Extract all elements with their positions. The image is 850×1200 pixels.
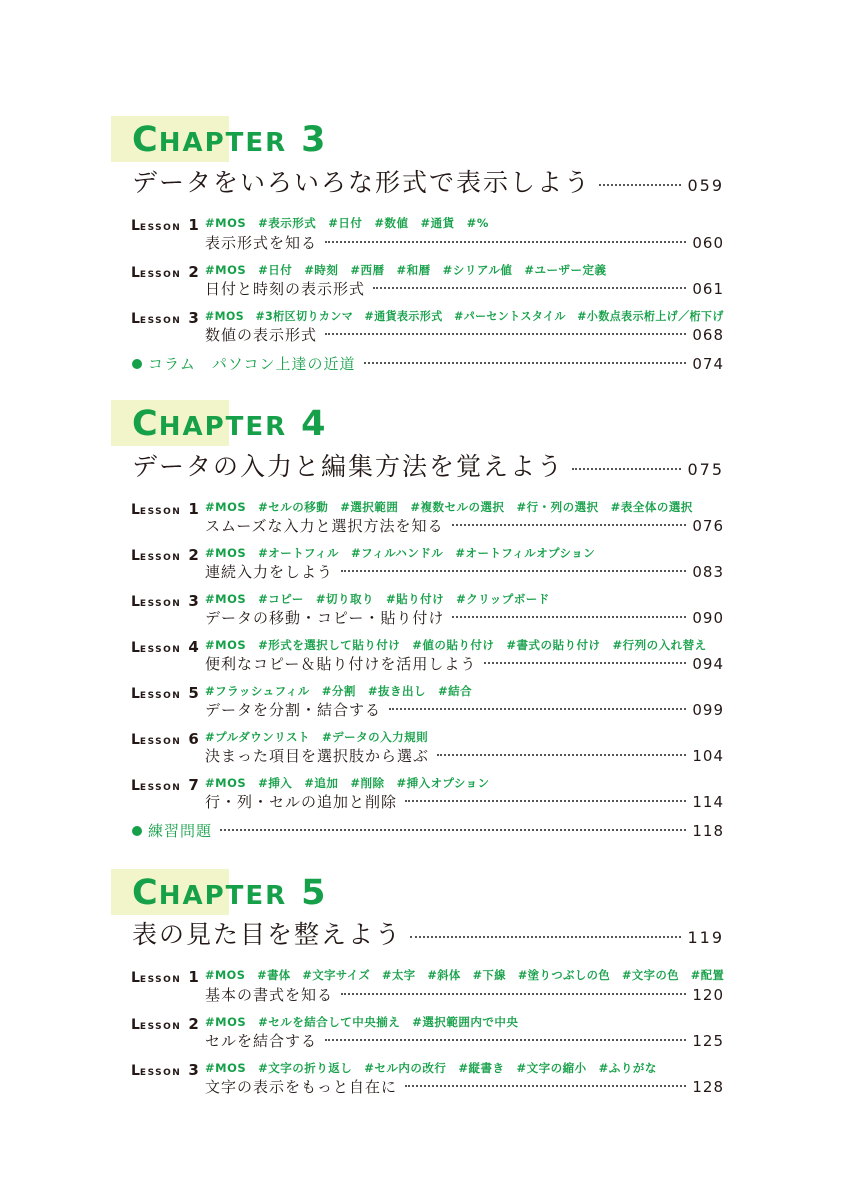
lesson-title: 数値の表示形式 bbox=[205, 326, 318, 344]
chapter-heading bbox=[132, 120, 327, 160]
chapter-label-rest: HAPTER bbox=[158, 881, 288, 911]
lesson-title-row[interactable] bbox=[205, 561, 724, 582]
dot-leader bbox=[599, 184, 681, 186]
lesson-tags: #MOS #表示形式 #日付 #数値 #通貨 #% bbox=[205, 216, 489, 230]
page-number: 061 bbox=[692, 280, 724, 298]
dot-leader bbox=[373, 287, 686, 289]
chapter-label-initial: C bbox=[132, 404, 159, 444]
page-number: 114 bbox=[692, 793, 724, 811]
exercise-title: 練習問題 bbox=[148, 822, 213, 840]
lesson-title-row[interactable] bbox=[205, 232, 724, 253]
chapter-title-row[interactable] bbox=[132, 915, 724, 951]
chapter-title-row[interactable] bbox=[132, 163, 724, 199]
lesson-tags: #プルダウンリスト #データの入力規則 bbox=[205, 730, 429, 744]
lesson-tags: #MOS #オートフィル #フィルハンドル #オートフィルオプション bbox=[205, 546, 596, 560]
lesson-title: 決まった項目を選択肢から選ぶ bbox=[205, 747, 430, 765]
dot-leader bbox=[452, 616, 686, 618]
dot-leader bbox=[437, 754, 686, 756]
page-number: 128 bbox=[692, 1078, 724, 1096]
lesson-label: LESSON 1 bbox=[131, 500, 199, 518]
lesson-label: LESSON 2 bbox=[131, 263, 199, 281]
page-number: 120 bbox=[692, 986, 724, 1004]
lesson-tags: #MOS #3桁区切りカンマ #通貨表示形式 #パーセントスタイル #小数点表示桁上げ／桁下げ bbox=[205, 309, 724, 323]
page-number: 119 bbox=[687, 928, 724, 947]
lesson-title-row[interactable] bbox=[205, 699, 724, 720]
page-number: 075 bbox=[687, 460, 724, 479]
page-number: 059 bbox=[687, 176, 724, 195]
dot-leader bbox=[405, 800, 686, 802]
page-number: 090 bbox=[692, 609, 724, 627]
chapter-label-initial: C bbox=[132, 873, 159, 913]
lesson-title-row[interactable] bbox=[205, 1076, 724, 1097]
chapter-label-initial: C bbox=[132, 120, 159, 160]
chapter-label-rest: HAPTER bbox=[158, 128, 288, 158]
lesson-label: LESSON 3 bbox=[131, 309, 199, 327]
lesson-title-row[interactable] bbox=[205, 984, 724, 1005]
lesson-tags: #フラッシュフィル #分割 #抜き出し #結合 bbox=[205, 684, 473, 698]
column-title: コラム パソコン上達の近道 bbox=[148, 355, 356, 373]
page-number: 118 bbox=[692, 822, 724, 840]
dot-leader bbox=[325, 241, 686, 243]
chapter-heading bbox=[132, 404, 327, 444]
page-number: 074 bbox=[692, 355, 724, 373]
chapter-title: データの入力と編集方法を覚えよう bbox=[132, 452, 565, 481]
lesson-label: LESSON 5 bbox=[131, 684, 199, 702]
green-dot-icon bbox=[132, 826, 142, 836]
lesson-title-row[interactable] bbox=[205, 607, 724, 628]
dot-leader bbox=[389, 708, 686, 710]
page-number: 068 bbox=[692, 326, 724, 344]
lesson-title-row[interactable] bbox=[205, 515, 724, 536]
lesson-title-row[interactable] bbox=[205, 791, 724, 812]
dot-leader bbox=[325, 1039, 686, 1041]
lesson-label: LESSON 1 bbox=[131, 216, 199, 234]
lesson-label: LESSON 7 bbox=[131, 776, 199, 794]
column-row[interactable] bbox=[132, 353, 724, 374]
chapter-title-row[interactable] bbox=[132, 447, 724, 483]
exercise-row[interactable] bbox=[132, 820, 724, 841]
lesson-title-row[interactable] bbox=[205, 653, 724, 674]
page-number: 099 bbox=[692, 701, 724, 719]
dot-leader bbox=[325, 333, 686, 335]
lesson-label: LESSON 3 bbox=[131, 1061, 199, 1079]
lesson-label: LESSON 3 bbox=[131, 592, 199, 610]
chapter-heading bbox=[132, 873, 327, 913]
dot-leader bbox=[572, 468, 681, 470]
lesson-label: LESSON 4 bbox=[131, 638, 199, 656]
chapter-title: 表の見た目を整えよう bbox=[132, 920, 403, 949]
lesson-title: データの移動・コピー・貼り付け bbox=[205, 609, 445, 627]
exercise-title-wrap bbox=[132, 820, 212, 841]
lesson-tags: #MOS #書体 #文字サイズ #太字 #斜体 #下線 #塗りつぶしの色 #文字の色 #配置 bbox=[205, 968, 725, 982]
lesson-title: 表示形式を知る bbox=[205, 234, 318, 252]
chapter-title: データをいろいろな形式で表示しよう bbox=[132, 168, 592, 197]
lesson-title: データを分割・結合する bbox=[205, 701, 382, 719]
lesson-title: スムーズな入力と選択方法を知る bbox=[205, 517, 444, 535]
green-dot-icon bbox=[132, 359, 142, 369]
lesson-title-row[interactable] bbox=[205, 278, 724, 299]
lesson-tags: #MOS #日付 #時刻 #西暦 #和暦 #シリアル値 #ユーザー定義 bbox=[205, 263, 607, 277]
chapter-number: 5 bbox=[301, 873, 327, 913]
lesson-title: セルを結合する bbox=[205, 1032, 318, 1050]
dot-leader bbox=[410, 936, 681, 938]
lesson-tags: #MOS #セルを結合して中央揃え #選択範囲内で中央 bbox=[205, 1015, 519, 1029]
lesson-title: 基本の書式を知る bbox=[205, 986, 334, 1004]
lesson-title: 日付と時刻の表示形式 bbox=[205, 280, 366, 298]
lesson-label: LESSON 2 bbox=[131, 546, 199, 564]
page-number: 104 bbox=[692, 747, 724, 765]
dot-leader bbox=[484, 662, 686, 664]
page-number: 076 bbox=[692, 517, 724, 535]
lesson-tags: #MOS #挿入 #追加 #削除 #挿入オプション bbox=[205, 776, 490, 790]
lesson-title-row[interactable] bbox=[205, 745, 724, 766]
lesson-title: 文字の表示をもっと自在に bbox=[205, 1078, 398, 1096]
lesson-label: LESSON 2 bbox=[131, 1015, 199, 1033]
chapter-label-rest: HAPTER bbox=[158, 412, 288, 442]
dot-leader bbox=[364, 362, 687, 364]
lesson-title-row[interactable] bbox=[205, 324, 724, 345]
lesson-tags: #MOS #セルの移動 #選択範囲 #複数セルの選択 #行・列の選択 #表全体の選択 bbox=[205, 500, 693, 514]
lesson-title: 便利なコピー＆貼り付けを活用しよう bbox=[205, 655, 477, 673]
lesson-label: LESSON 6 bbox=[131, 730, 199, 748]
lesson-label: LESSON 1 bbox=[131, 968, 199, 986]
column-title-wrap bbox=[132, 353, 356, 374]
chapter-number: 3 bbox=[301, 120, 327, 160]
dot-leader bbox=[341, 993, 686, 995]
dot-leader bbox=[220, 829, 686, 831]
page-number: 125 bbox=[692, 1032, 724, 1050]
lesson-tags: #MOS #コピー #切り取り #貼り付け #クリップボード bbox=[205, 592, 550, 606]
chapter-number: 4 bbox=[301, 404, 327, 444]
page-number: 094 bbox=[692, 655, 724, 673]
lesson-title-row[interactable] bbox=[205, 1030, 724, 1051]
lesson-tags: #MOS #文字の折り返し #セル内の改行 #縦書き #文字の縮小 #ふりがな bbox=[205, 1061, 657, 1075]
page-number: 083 bbox=[692, 563, 724, 581]
lesson-title: 連続入力をしよう bbox=[205, 563, 334, 581]
dot-leader bbox=[405, 1085, 686, 1087]
lesson-tags: #MOS #形式を選択して貼り付け #値の貼り付け #書式の貼り付け #行列の入れ替え bbox=[205, 638, 707, 652]
lesson-title: 行・列・セルの追加と削除 bbox=[205, 793, 398, 811]
dot-leader bbox=[452, 524, 687, 526]
page-number: 060 bbox=[692, 234, 724, 252]
dot-leader bbox=[341, 570, 686, 572]
